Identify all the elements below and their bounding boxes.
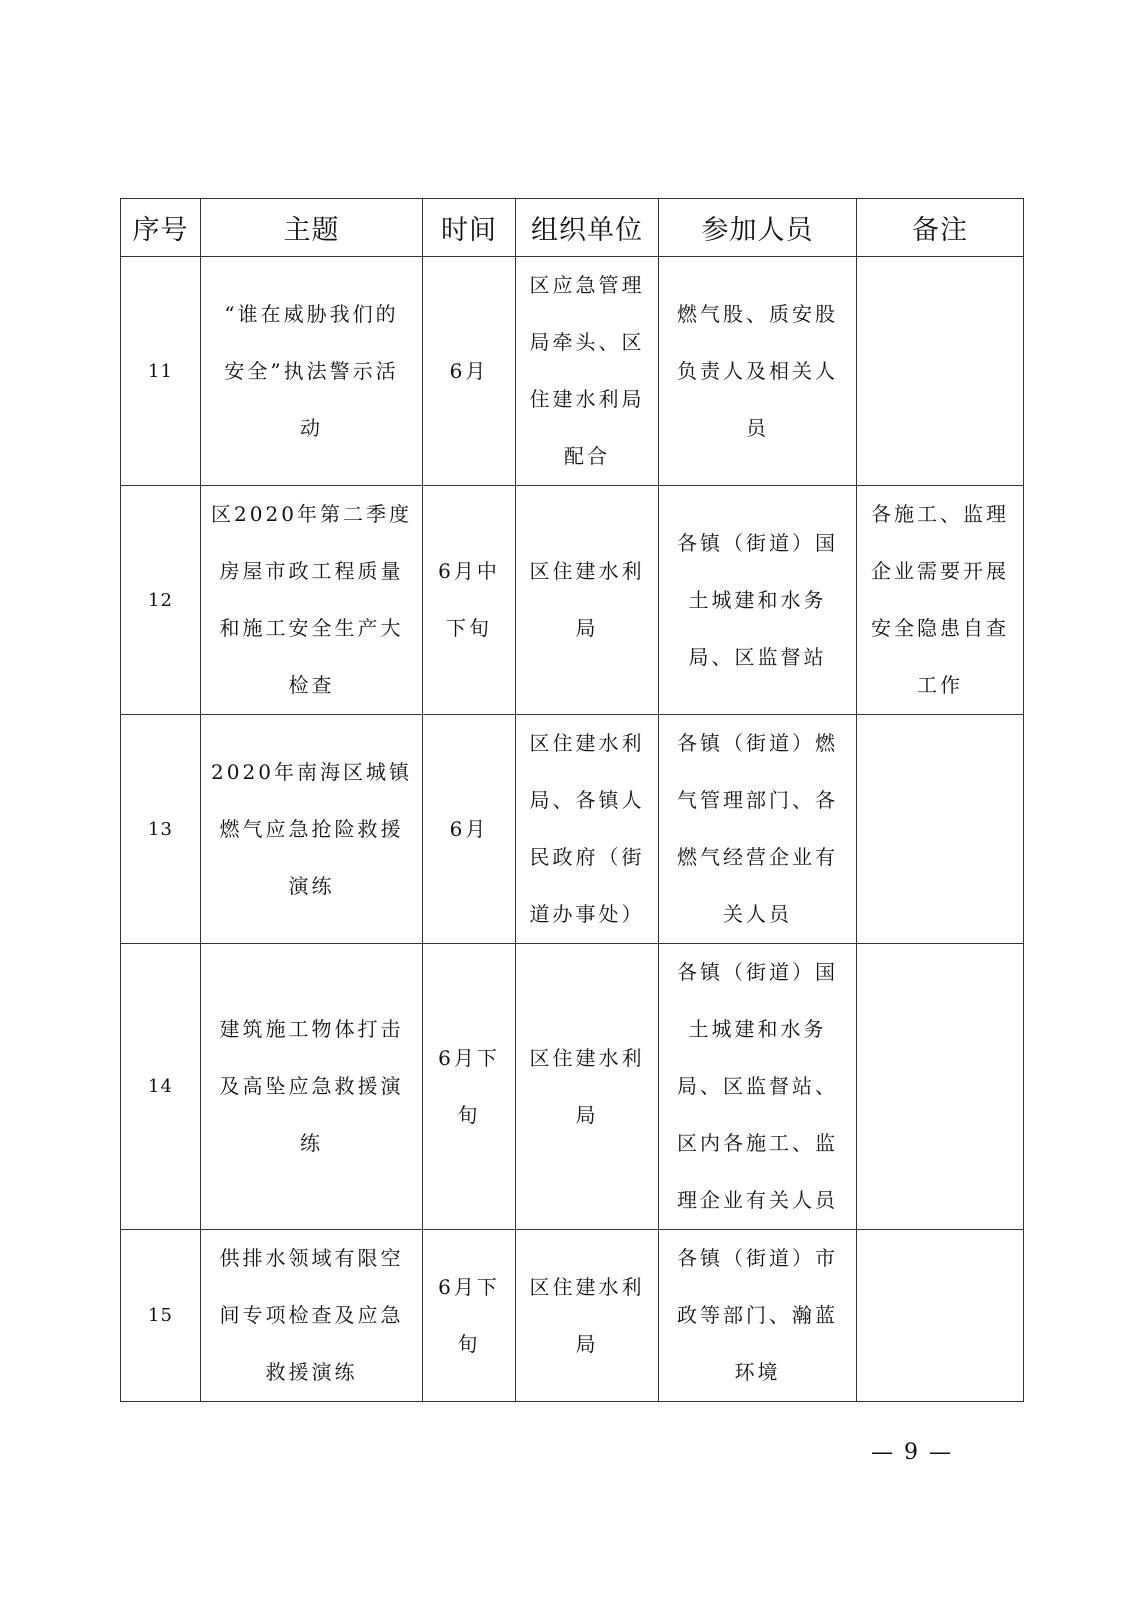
table-row [121,715,1024,944]
cell-participants: 各镇（街道）燃气管理部门、各燃气经营企业有关人员 [659,715,857,944]
cell-participants: 燃气股、质安股负责人及相关人员 [659,257,857,486]
cell-time: 6月下旬 [423,944,516,1230]
cell-organizer: 区住建水利局 [516,1230,659,1402]
cell-remarks [857,1230,1024,1402]
cell-organizer: 区住建水利局、各镇人民政府（街道办事处） [516,715,659,944]
cell-no: 12 [121,486,201,715]
cell-no: 11 [121,257,201,486]
cell-time: 6月下旬 [423,1230,516,1402]
cell-no: 14 [121,944,201,1230]
cell-no: 13 [121,715,201,944]
cell-participants: 各镇（街道）市政等部门、瀚蓝环境 [659,1230,857,1402]
page-number: — 9 — [871,1440,953,1465]
table-header [121,199,1024,257]
cell-topic: 区2020年第二季度房屋市政工程质量和施工安全生产大检查 [201,486,423,715]
cell-organizer: 区住建水利局 [516,944,659,1230]
table-row [121,257,1024,486]
header-topic: 主题 [201,199,423,257]
cell-time: 6月 [423,715,516,944]
activity-schedule-table [120,198,1024,1402]
cell-time: 6月 [423,257,516,486]
cell-topic: 2020年南海区城镇燃气应急抢险救援演练 [201,715,423,944]
cell-organizer: 区应急管理局牵头、区住建水利局配合 [516,257,659,486]
cell-participants: 各镇（街道）国土城建和水务局、区监督站 [659,486,857,715]
table-row [121,486,1024,715]
cell-time: 6月中下旬 [423,486,516,715]
cell-remarks: 各施工、监理企业需要开展安全隐患自查工作 [857,486,1024,715]
table-body [121,257,1024,1402]
cell-organizer: 区住建水利局 [516,486,659,715]
cell-topic: 供排水领域有限空间专项检查及应急救援演练 [201,1230,423,1402]
header-time: 时间 [423,199,516,257]
cell-remarks [857,944,1024,1230]
cell-topic: 建筑施工物体打击及高坠应急救援演练 [201,944,423,1230]
header-remarks: 备注 [857,199,1024,257]
cell-remarks [857,257,1024,486]
cell-remarks [857,715,1024,944]
cell-topic: “谁在威胁我们的安全”执法警示活动 [201,257,423,486]
header-row [121,199,1024,257]
table-row [121,1230,1024,1402]
header-no: 序号 [121,199,201,257]
cell-no: 15 [121,1230,201,1402]
header-organizer: 组织单位 [516,199,659,257]
table-row [121,944,1024,1230]
header-participants: 参加人员 [659,199,857,257]
cell-participants: 各镇（街道）国土城建和水务局、区监督站、区内各施工、监理企业有关人员 [659,944,857,1230]
